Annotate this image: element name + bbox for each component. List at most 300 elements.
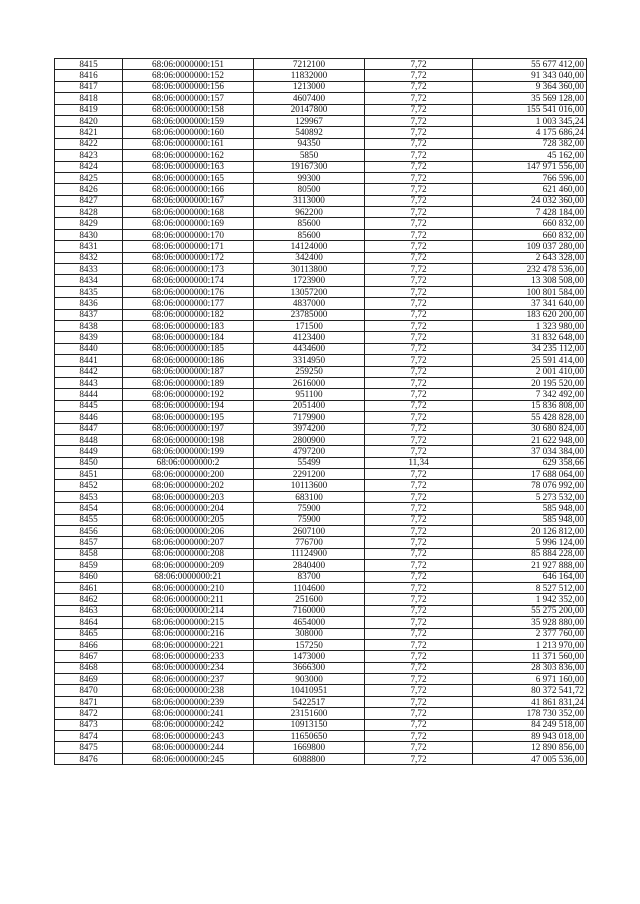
cadastral-number: 68:06:0000000:243 — [123, 731, 254, 742]
row-number: 8462 — [55, 594, 123, 605]
cadastral-number: 68:06:0000000:204 — [123, 503, 254, 514]
row-number: 8450 — [55, 457, 123, 468]
area-value: 903000 — [254, 674, 365, 685]
rate-value: 7,72 — [365, 480, 473, 491]
amount-value: 1 942 352,00 — [473, 594, 587, 605]
cadastral-number: 68:06:0000000:167 — [123, 195, 254, 206]
cadastral-number: 68:06:0000000:205 — [123, 514, 254, 525]
rate-value: 7,72 — [365, 59, 473, 70]
table-row — [55, 241, 587, 252]
row-number: 8452 — [55, 480, 123, 491]
table-row — [55, 412, 587, 423]
rate-value: 7,72 — [365, 708, 473, 719]
rate-value: 7,72 — [365, 548, 473, 559]
amount-value: 30 680 824,00 — [473, 423, 587, 434]
row-number: 8439 — [55, 332, 123, 343]
table-row — [55, 446, 587, 457]
amount-value: 2 377 760,00 — [473, 628, 587, 639]
row-number: 8435 — [55, 286, 123, 297]
table-row — [55, 685, 587, 696]
row-number: 8461 — [55, 582, 123, 593]
area-value: 683100 — [254, 491, 365, 502]
table-row — [55, 491, 587, 502]
table-row — [55, 503, 587, 514]
row-number: 8448 — [55, 434, 123, 445]
amount-value: 13 308 508,00 — [473, 275, 587, 286]
row-number: 8474 — [55, 731, 123, 742]
rate-value: 7,72 — [365, 309, 473, 320]
cadastral-number: 68:06:0000000:207 — [123, 537, 254, 548]
parcel-table-body — [55, 59, 587, 765]
area-value: 75900 — [254, 503, 365, 514]
rate-value: 7,72 — [365, 343, 473, 354]
amount-value: 35 928 880,00 — [473, 617, 587, 628]
area-value: 2291200 — [254, 469, 365, 480]
area-value: 4607400 — [254, 93, 365, 104]
row-number: 8440 — [55, 343, 123, 354]
cadastral-number: 68:06:0000000:173 — [123, 264, 254, 275]
area-value: 30113800 — [254, 264, 365, 275]
area-value: 14124000 — [254, 241, 365, 252]
row-number: 8429 — [55, 218, 123, 229]
cadastral-number: 68:06:0000000:221 — [123, 639, 254, 650]
amount-value: 17 688 064,00 — [473, 469, 587, 480]
amount-value: 41 861 831,24 — [473, 696, 587, 707]
table-row — [55, 469, 587, 480]
row-number: 8431 — [55, 241, 123, 252]
amount-value: 55 275 200,00 — [473, 605, 587, 616]
table-row — [55, 286, 587, 297]
amount-value: 100 801 584,00 — [473, 286, 587, 297]
cadastral-number: 68:06:0000000:168 — [123, 207, 254, 218]
cadastral-number: 68:06:0000000:156 — [123, 81, 254, 92]
row-number: 8475 — [55, 742, 123, 753]
area-value: 7160000 — [254, 605, 365, 616]
cadastral-number: 68:06:0000000:238 — [123, 685, 254, 696]
table-row — [55, 651, 587, 662]
rate-value: 7,72 — [365, 275, 473, 286]
cadastral-number: 68:06:0000000:186 — [123, 355, 254, 366]
amount-value: 55 677 412,00 — [473, 59, 587, 70]
cadastral-number: 68:06:0000000:163 — [123, 161, 254, 172]
rate-value: 7,72 — [365, 434, 473, 445]
rate-value: 7,72 — [365, 366, 473, 377]
cadastral-number: 68:06:0000000:237 — [123, 674, 254, 685]
cadastral-number: 68:06:0000000:169 — [123, 218, 254, 229]
amount-value: 147 971 556,00 — [473, 161, 587, 172]
area-value: 157250 — [254, 639, 365, 650]
cadastral-number: 68:06:0000000:241 — [123, 708, 254, 719]
rate-value: 7,72 — [365, 355, 473, 366]
cadastral-number: 68:06:0000000:183 — [123, 320, 254, 331]
rate-value: 7,72 — [365, 127, 473, 138]
cadastral-number: 68:06:0000000:208 — [123, 548, 254, 559]
area-value: 75900 — [254, 514, 365, 525]
area-value: 251600 — [254, 594, 365, 605]
area-value: 4654000 — [254, 617, 365, 628]
table-row — [55, 628, 587, 639]
cadastral-number: 68:06:0000000:233 — [123, 651, 254, 662]
row-number: 8438 — [55, 320, 123, 331]
table-row — [55, 70, 587, 81]
area-value: 94350 — [254, 138, 365, 149]
amount-value: 183 620 200,00 — [473, 309, 587, 320]
amount-value: 21 622 948,00 — [473, 434, 587, 445]
cadastral-number: 68:06:0000000:182 — [123, 309, 254, 320]
cadastral-number: 68:06:0000000:184 — [123, 332, 254, 343]
table-row — [55, 434, 587, 445]
rate-value: 7,72 — [365, 298, 473, 309]
cadastral-number: 68:06:0000000:160 — [123, 127, 254, 138]
row-number: 8420 — [55, 115, 123, 126]
row-number: 8424 — [55, 161, 123, 172]
row-number: 8468 — [55, 662, 123, 673]
area-value: 4123400 — [254, 332, 365, 343]
amount-value: 621 460,00 — [473, 184, 587, 195]
cadastral-number: 68:06:0000000:172 — [123, 252, 254, 263]
row-number: 8458 — [55, 548, 123, 559]
cadastral-number: 68:06:0000000:157 — [123, 93, 254, 104]
table-row — [55, 480, 587, 491]
rate-value: 7,72 — [365, 252, 473, 263]
row-number: 8473 — [55, 719, 123, 730]
row-number: 8442 — [55, 366, 123, 377]
rate-value: 7,72 — [365, 172, 473, 183]
table-row — [55, 400, 587, 411]
cadastral-number: 68:06:0000000:189 — [123, 377, 254, 388]
cadastral-number: 68:06:0000000:239 — [123, 696, 254, 707]
table-row — [55, 731, 587, 742]
row-number: 8463 — [55, 605, 123, 616]
amount-value: 35 569 128,00 — [473, 93, 587, 104]
cadastral-number: 68:06:0000000:210 — [123, 582, 254, 593]
amount-value: 4 175 686,24 — [473, 127, 587, 138]
amount-value: 2 001 410,00 — [473, 366, 587, 377]
rate-value: 7,72 — [365, 400, 473, 411]
rate-value: 7,72 — [365, 731, 473, 742]
row-number: 8469 — [55, 674, 123, 685]
table-row — [55, 708, 587, 719]
area-value: 4837000 — [254, 298, 365, 309]
amount-value: 47 005 536,00 — [473, 753, 587, 764]
table-row — [55, 264, 587, 275]
area-value: 5850 — [254, 150, 365, 161]
area-value: 83700 — [254, 571, 365, 582]
table-row — [55, 377, 587, 388]
area-value: 7212100 — [254, 59, 365, 70]
amount-value: 15 836 808,00 — [473, 400, 587, 411]
table-row — [55, 332, 587, 343]
amount-value: 37 034 384,00 — [473, 446, 587, 457]
table-row — [55, 93, 587, 104]
amount-value: 84 249 518,00 — [473, 719, 587, 730]
row-number: 8416 — [55, 70, 123, 81]
cadastral-number: 68:06:0000000:158 — [123, 104, 254, 115]
cadastral-number: 68:06:0000000:171 — [123, 241, 254, 252]
area-value: 6088800 — [254, 753, 365, 764]
rate-value: 7,72 — [365, 332, 473, 343]
table-row — [55, 127, 587, 138]
row-number: 8467 — [55, 651, 123, 662]
row-number: 8457 — [55, 537, 123, 548]
row-number: 8445 — [55, 400, 123, 411]
rate-value: 7,72 — [365, 503, 473, 514]
cadastral-number: 68:06:0000000:192 — [123, 389, 254, 400]
row-number: 8419 — [55, 104, 123, 115]
amount-value: 2 643 328,00 — [473, 252, 587, 263]
row-number: 8421 — [55, 127, 123, 138]
cadastral-number: 68:06:0000000:206 — [123, 526, 254, 537]
rate-value: 7,72 — [365, 582, 473, 593]
row-number: 8471 — [55, 696, 123, 707]
table-row — [55, 617, 587, 628]
table-row — [55, 560, 587, 571]
amount-value: 78 076 992,00 — [473, 480, 587, 491]
area-value: 129967 — [254, 115, 365, 126]
amount-value: 585 948,00 — [473, 503, 587, 514]
rate-value: 7,72 — [365, 662, 473, 673]
amount-value: 24 032 360,00 — [473, 195, 587, 206]
row-number: 8415 — [55, 59, 123, 70]
table-row — [55, 207, 587, 218]
table-row — [55, 343, 587, 354]
rate-value: 11,34 — [365, 457, 473, 468]
row-number: 8446 — [55, 412, 123, 423]
table-row — [55, 742, 587, 753]
amount-value: 28 303 836,00 — [473, 662, 587, 673]
area-value: 962200 — [254, 207, 365, 218]
row-number: 8430 — [55, 229, 123, 240]
table-row — [55, 674, 587, 685]
cadastral-number: 68:06:0000000:209 — [123, 560, 254, 571]
cadastral-number: 68:06:0000000:214 — [123, 605, 254, 616]
row-number: 8436 — [55, 298, 123, 309]
cadastral-number: 68:06:0000000:199 — [123, 446, 254, 457]
row-number: 8459 — [55, 560, 123, 571]
amount-value: 85 884 228,00 — [473, 548, 587, 559]
rate-value: 7,72 — [365, 617, 473, 628]
row-number: 8433 — [55, 264, 123, 275]
area-value: 99300 — [254, 172, 365, 183]
cadastral-number: 68:06:0000000:166 — [123, 184, 254, 195]
amount-value: 155 541 016,00 — [473, 104, 587, 115]
row-number: 8453 — [55, 491, 123, 502]
table-row — [55, 229, 587, 240]
amount-value: 37 341 640,00 — [473, 298, 587, 309]
table-row — [55, 355, 587, 366]
cadastral-number: 68:06:0000000:234 — [123, 662, 254, 673]
area-value: 4434600 — [254, 343, 365, 354]
rate-value: 7,72 — [365, 104, 473, 115]
area-value: 19167300 — [254, 161, 365, 172]
area-value: 10410951 — [254, 685, 365, 696]
rate-value: 7,72 — [365, 594, 473, 605]
table-row — [55, 115, 587, 126]
cadastral-number: 68:06:0000000:165 — [123, 172, 254, 183]
rate-value: 7,72 — [365, 70, 473, 81]
area-value: 55499 — [254, 457, 365, 468]
row-number: 8460 — [55, 571, 123, 582]
area-value: 951100 — [254, 389, 365, 400]
rate-value: 7,72 — [365, 150, 473, 161]
table-row — [55, 150, 587, 161]
area-value: 11124900 — [254, 548, 365, 559]
row-number: 8449 — [55, 446, 123, 457]
row-number: 8470 — [55, 685, 123, 696]
row-number: 8454 — [55, 503, 123, 514]
table-row — [55, 161, 587, 172]
amount-value: 80 372 541,72 — [473, 685, 587, 696]
area-value: 7179900 — [254, 412, 365, 423]
cadastral-number: 68:06:0000000:151 — [123, 59, 254, 70]
area-value: 308000 — [254, 628, 365, 639]
rate-value: 7,72 — [365, 286, 473, 297]
rate-value: 7,72 — [365, 469, 473, 480]
area-value: 540892 — [254, 127, 365, 138]
amount-value: 660 832,00 — [473, 218, 587, 229]
cadastral-number: 68:06:0000000:174 — [123, 275, 254, 286]
cadastral-number: 68:06:0000000:216 — [123, 628, 254, 639]
rate-value: 7,72 — [365, 218, 473, 229]
amount-value: 11 371 560,00 — [473, 651, 587, 662]
rate-value: 7,72 — [365, 207, 473, 218]
amount-value: 5 996 124,00 — [473, 537, 587, 548]
row-number: 8456 — [55, 526, 123, 537]
amount-value: 55 428 828,00 — [473, 412, 587, 423]
rate-value: 7,72 — [365, 184, 473, 195]
table-row — [55, 423, 587, 434]
cadastral-number: 68:06:0000000:215 — [123, 617, 254, 628]
rate-value: 7,72 — [365, 377, 473, 388]
cadastral-number: 68:06:0000000:177 — [123, 298, 254, 309]
area-value: 776700 — [254, 537, 365, 548]
cadastral-number: 68:06:0000000:203 — [123, 491, 254, 502]
row-number: 8427 — [55, 195, 123, 206]
rate-value: 7,72 — [365, 195, 473, 206]
cadastral-number: 68:06:0000000:152 — [123, 70, 254, 81]
rate-value: 7,72 — [365, 264, 473, 275]
row-number: 8418 — [55, 93, 123, 104]
amount-value: 20 195 520,00 — [473, 377, 587, 388]
cadastral-number: 68:06:0000000:197 — [123, 423, 254, 434]
cadastral-number: 68:06:0000000:185 — [123, 343, 254, 354]
area-value: 2800900 — [254, 434, 365, 445]
cadastral-number: 68:06:0000000:242 — [123, 719, 254, 730]
area-value: 3113000 — [254, 195, 365, 206]
rate-value: 7,72 — [365, 651, 473, 662]
table-row — [55, 582, 587, 593]
table-row — [55, 184, 587, 195]
amount-value: 232 478 536,00 — [473, 264, 587, 275]
rate-value: 7,72 — [365, 605, 473, 616]
row-number: 8444 — [55, 389, 123, 400]
area-value: 3666300 — [254, 662, 365, 673]
table-row — [55, 309, 587, 320]
cadastral-number: 68:06:0000000:245 — [123, 753, 254, 764]
rate-value: 7,72 — [365, 571, 473, 582]
cadastral-number: 68:06:0000000:187 — [123, 366, 254, 377]
area-value: 259250 — [254, 366, 365, 377]
rate-value: 7,72 — [365, 320, 473, 331]
cadastral-number: 68:06:0000000:161 — [123, 138, 254, 149]
row-number: 8417 — [55, 81, 123, 92]
amount-value: 646 164,00 — [473, 571, 587, 582]
amount-value: 629 358,66 — [473, 457, 587, 468]
rate-value: 7,72 — [365, 696, 473, 707]
amount-value: 1 213 970,00 — [473, 639, 587, 650]
table-row — [55, 320, 587, 331]
cadastral-number: 68:06:0000000:170 — [123, 229, 254, 240]
rate-value: 7,72 — [365, 412, 473, 423]
cadastral-number: 68:06:0000000:159 — [123, 115, 254, 126]
amount-value: 766 596,00 — [473, 172, 587, 183]
table-row — [55, 104, 587, 115]
row-number: 8437 — [55, 309, 123, 320]
row-number: 8455 — [55, 514, 123, 525]
area-value: 11650650 — [254, 731, 365, 742]
cadastral-number: 68:06:0000000:194 — [123, 400, 254, 411]
rate-value: 7,72 — [365, 639, 473, 650]
rate-value: 7,72 — [365, 241, 473, 252]
cadastral-number: 68:06:0000000:176 — [123, 286, 254, 297]
table-row — [55, 195, 587, 206]
area-value: 2616000 — [254, 377, 365, 388]
amount-value: 21 927 888,00 — [473, 560, 587, 571]
area-value: 4797200 — [254, 446, 365, 457]
rate-value: 7,72 — [365, 115, 473, 126]
area-value: 2051400 — [254, 400, 365, 411]
table-row — [55, 719, 587, 730]
rate-value: 7,72 — [365, 93, 473, 104]
rate-value: 7,72 — [365, 423, 473, 434]
table-row — [55, 389, 587, 400]
cadastral-number: 68:06:0000000:2 — [123, 457, 254, 468]
area-value: 80500 — [254, 184, 365, 195]
area-value: 11832000 — [254, 70, 365, 81]
amount-value: 7 342 492,00 — [473, 389, 587, 400]
area-value: 23151600 — [254, 708, 365, 719]
area-value: 10113600 — [254, 480, 365, 491]
row-number: 8422 — [55, 138, 123, 149]
area-value: 1104600 — [254, 582, 365, 593]
area-value: 5422517 — [254, 696, 365, 707]
amount-value: 1 323 980,00 — [473, 320, 587, 331]
cadastral-number: 68:06:0000000:162 — [123, 150, 254, 161]
amount-value: 5 273 532,00 — [473, 491, 587, 502]
table-row — [55, 514, 587, 525]
area-value: 2840400 — [254, 560, 365, 571]
area-value: 10913150 — [254, 719, 365, 730]
area-value: 85600 — [254, 218, 365, 229]
rate-value: 7,72 — [365, 742, 473, 753]
amount-value: 31 832 648,00 — [473, 332, 587, 343]
table-row — [55, 548, 587, 559]
row-number: 8447 — [55, 423, 123, 434]
rate-value: 7,72 — [365, 229, 473, 240]
row-number: 8428 — [55, 207, 123, 218]
amount-value: 109 037 280,00 — [473, 241, 587, 252]
rate-value: 7,72 — [365, 491, 473, 502]
rate-value: 7,72 — [365, 81, 473, 92]
rate-value: 7,72 — [365, 685, 473, 696]
table-row — [55, 537, 587, 548]
cadastral-number: 68:06:0000000:211 — [123, 594, 254, 605]
table-row — [55, 526, 587, 537]
table-row — [55, 252, 587, 263]
amount-value: 20 126 812,00 — [473, 526, 587, 537]
table-row — [55, 662, 587, 673]
rate-value: 7,72 — [365, 526, 473, 537]
